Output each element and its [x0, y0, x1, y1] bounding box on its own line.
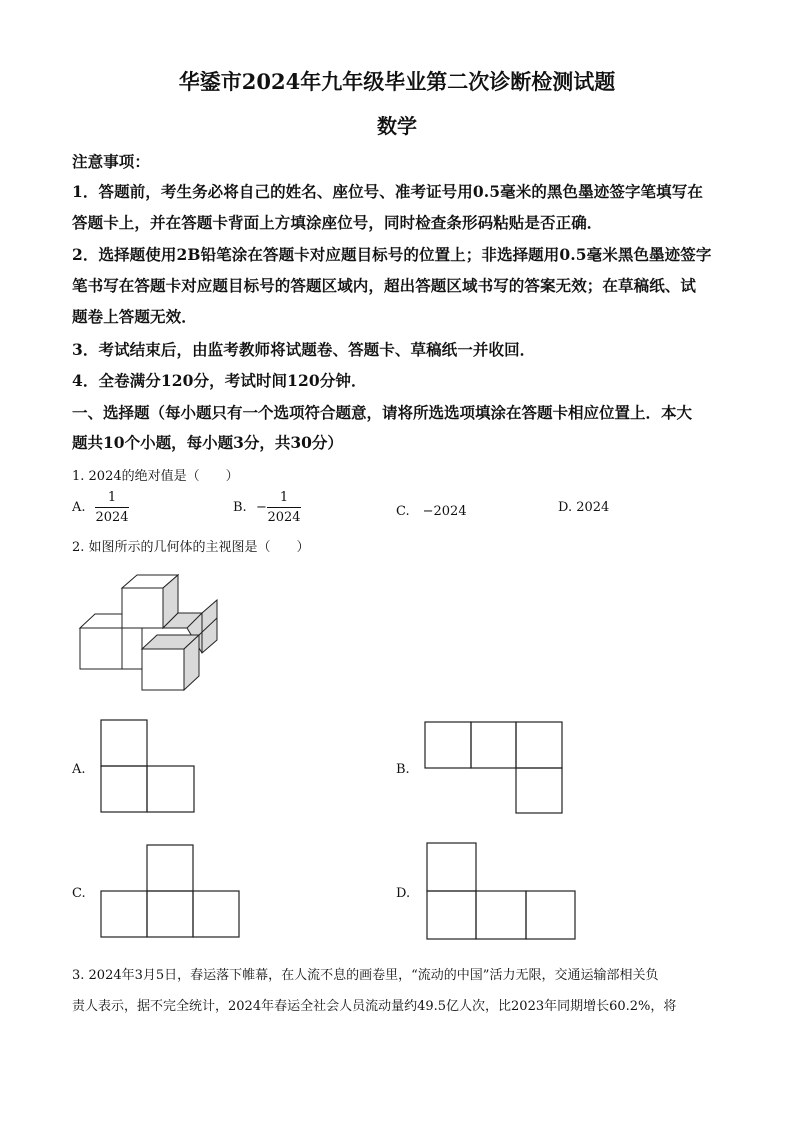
question-3-line-2: 责人表示，据不完全统计，2024年春运全社会人员流动量约49.5亿人次，比2023年同期增长60.2%，将	[72, 999, 677, 1014]
q2-option-c-figure	[100, 844, 242, 939]
notice-heading: 注意事项：	[72, 152, 151, 171]
q2-option-d-figure	[426, 842, 578, 941]
q1-option-d: D. 2024	[558, 500, 610, 515]
question-1-stem: 1. 2024的绝对值是（ ）	[72, 469, 239, 484]
notice-item-4: 4．全卷满分120分，考试时间120分钟．	[72, 371, 367, 390]
question-3-line-1: 3. 2024年3月5日，春运落下帷幕，在人流不息的画卷里，“流动的中国”活力无限，交通运输部相关负	[72, 968, 659, 983]
fraction-bar	[267, 507, 301, 508]
q1-option-b-denominator: 2024	[267, 510, 301, 525]
fraction-bar	[95, 507, 129, 508]
notice-item-1-line-1: 1．答题前，考生务必将自己的姓名、座位号、准考证号用0.5毫米的黑色墨迹签字笔填写在	[72, 182, 703, 201]
q2-option-d-label: D.	[396, 886, 411, 901]
notice-item-1-line-2: 答题卡上，并在答题卡背面上方填涂座位号，同时检查条形码粘贴是否正确．	[72, 213, 603, 232]
question-2-stem: 2. 如图所示的几何体的主视图是（ ）	[72, 540, 310, 555]
notice-item-2-line-3: 题卷上答题无效．	[72, 307, 197, 326]
q2-option-a-figure	[100, 719, 196, 815]
q1-option-c: C. −2024	[396, 504, 467, 519]
q1-option-a-label: A.	[72, 500, 86, 515]
q2-option-b-label: B.	[396, 762, 410, 777]
notice-item-2-line-2: 笔书写在答题卡对应题目标号的答题区域内，超出答题区域书写的答案无效；在草稿纸、试	[72, 276, 697, 295]
q2-option-c-label: C.	[72, 886, 86, 901]
q1-option-b-label: B.	[233, 500, 247, 515]
q2-solid-figure	[78, 575, 223, 693]
q2-option-b-figure	[424, 721, 564, 816]
q1-option-b-fraction	[267, 490, 301, 526]
section-1-heading-line-1: 一、选择题（每小题只有一个选项符合题意，请将所选选项填涂在答题卡相应位置上．本大	[72, 403, 693, 422]
q1-option-a-fraction	[95, 490, 129, 526]
subject-title: 数学	[377, 114, 417, 138]
notice-item-3: 3．考试结束后，由监考教师将试题卷、答题卡、草稿纸一并收回．	[72, 340, 536, 359]
q1-option-b-numerator: 1	[279, 490, 289, 505]
section-1-heading-line-2: 题共10个小题，每小题3分，共30分）	[72, 433, 343, 452]
q2-option-a-label: A.	[72, 762, 86, 777]
q1-option-b-sign: −	[256, 500, 267, 515]
notice-item-2-line-1: 2．选择题使用2B铅笔涂在答题卡对应题目标号的位置上；非选择题用0.5毫米黑色墨迹签字	[72, 245, 712, 264]
exam-title: 华鋈市2024年九年级毕业第二次诊断检测试题	[178, 69, 616, 94]
q1-option-a-numerator: 1	[107, 490, 117, 505]
q1-option-a-denominator: 2024	[95, 510, 129, 525]
